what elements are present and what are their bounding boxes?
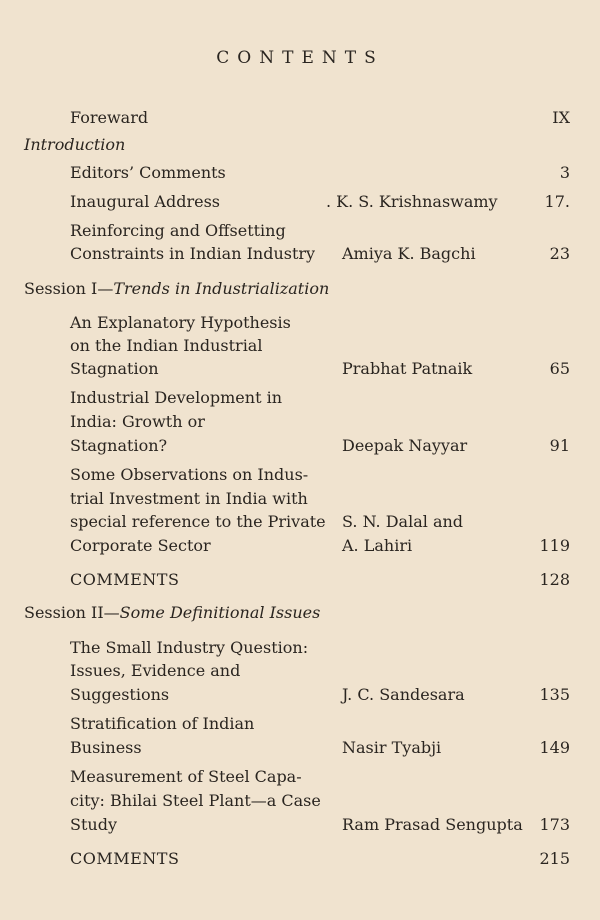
entry-page: 149 [539,738,570,757]
entry-author: A. Lahiri [342,536,413,555]
entry-title-line: special reference to the Private [70,512,326,531]
entry-title-line: India: Growth or [70,412,205,431]
entry-title-line: city: Bhilai Steel Plant—a Case [70,791,321,810]
entry-author: Amiya K. Bagchi [342,244,476,263]
session-name: Trends in Industrialization [113,279,330,298]
entry-title: COMMENTS [70,849,180,868]
entry-author: . K. S. Krishnaswamy [326,192,498,211]
entry-page: 65 [549,359,570,378]
entry-author: Nasir Tyabji [342,738,442,757]
entry-title-line: Corporate Sector [70,536,211,555]
entry-author: Prabhat Patnaik [342,359,473,378]
entry-title-line: on the Indian Industrial [70,336,263,355]
entry-title-line: Industrial Development in [70,388,282,407]
entry-page: IX [552,108,570,127]
entry-author: S. N. Dalal and [342,512,464,531]
entry-title-line: trial Investment in India with [70,489,308,508]
entry-page: 91 [549,436,570,455]
section-heading: Introduction [24,135,126,154]
entry-author: J. C. Sandesara [342,685,465,704]
entry-title-line: An Explanatory Hypothesis [70,313,291,332]
entry-author: Ram Prasad Sengupta [342,815,523,834]
entry-title-line: Suggestions [70,685,170,704]
entry-title-line: Some Observations on Indus- [70,465,309,484]
entry-page: 135 [539,685,570,704]
entry-title-line: Business [70,738,142,757]
entry-title: Editors’ Comments [70,163,226,182]
entry-title-line: The Small Industry Question: [70,638,309,657]
entry-title-line: Constraints in Indian Industry [70,244,316,263]
entry-title: Inaugural Address [70,192,220,211]
entry-page: 23 [549,244,570,263]
entry-title-line: Study [70,815,117,834]
entry-title-line: Stagnation [70,359,159,378]
session-prefix: Session I— [24,279,114,298]
entry-title-line: Stratification of Indian [70,714,255,733]
entry-title: Foreward [70,108,149,127]
entry-page: 173 [539,815,570,834]
entry-page: 3 [559,163,570,182]
entry-title-line: Issues, Evidence and [70,661,241,680]
entry-title-line: Reinforcing and Offsetting [70,221,286,240]
entry-page: 128 [539,570,570,589]
entry-title-line: Stagnation? [70,436,168,455]
entry-author: Deepak Nayyar [342,436,468,455]
entry-title: COMMENTS [70,570,180,589]
section-heading [24,277,329,300]
entry-page: 17. [544,192,570,211]
entry-page: 215 [539,849,570,868]
entry-title-line: Measurement of Steel Capa- [70,767,302,786]
entry-page: 119 [539,536,570,555]
session-name: Some Definitional Issues [119,603,321,622]
session-prefix: Session II— [24,603,120,622]
page-heading: CONTENTS [216,48,384,68]
section-heading [24,601,320,624]
